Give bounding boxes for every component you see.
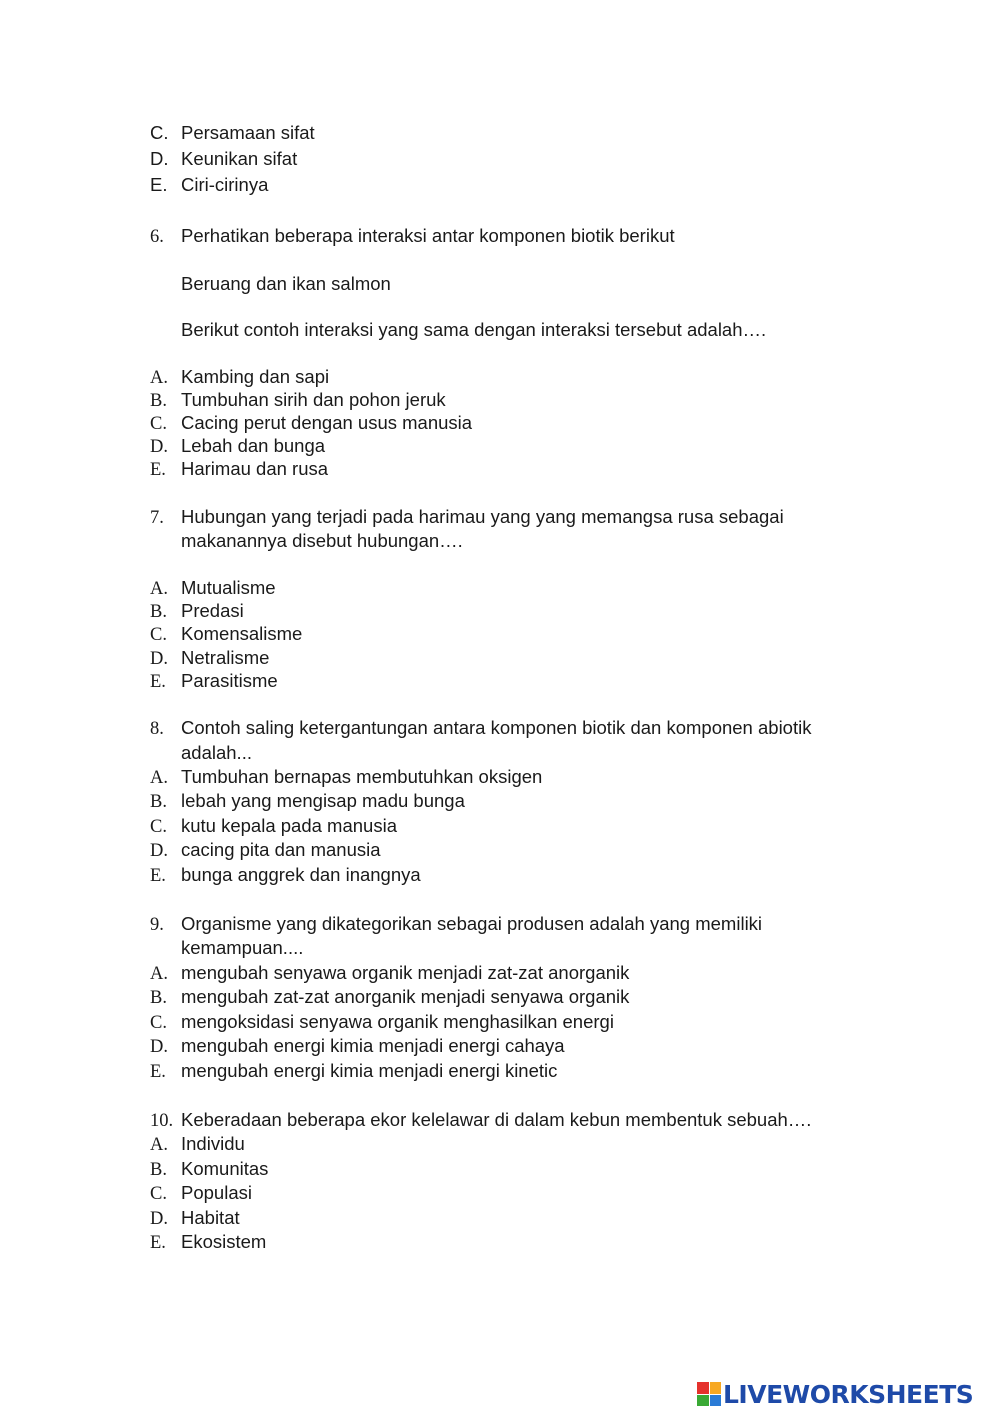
q9-option-a[interactable]: A. mengubah senyawa organik menjadi zat-zat anorganik [150, 962, 630, 984]
q10-question: 10. Keberadaan beberapa ekor kelelawar di dalam kebun membentuk sebuah…. [150, 1109, 812, 1131]
q9-option-d[interactable]: D. mengubah energi kimia menjadi energi cahaya [150, 1035, 565, 1057]
q5-option-c[interactable]: C. Persamaan sifat [150, 122, 315, 143]
logo-square-2 [710, 1382, 722, 1394]
q5-option-d[interactable]: D. Keunikan sifat [150, 148, 298, 169]
liveworksheets-logo[interactable] [697, 1378, 973, 1410]
q10-option-c[interactable]: C. Populasi [150, 1182, 252, 1204]
q9-option-e[interactable]: E. mengubah energi kimia menjadi energi kinetic [150, 1060, 558, 1082]
q9-question-cont: kemampuan.... [181, 937, 304, 958]
q7-question: 7. Hubungan yang terjadi pada harimau yang yang memangsa rusa sebagai [150, 506, 784, 528]
q6-question: 6. Perhatikan beberapa interaksi antar komponen biotik berikut [150, 225, 675, 247]
q7-option-a[interactable]: A. Mutualisme [150, 577, 276, 599]
q6-example: Beruang dan ikan salmon [181, 273, 391, 294]
logo-square-3 [697, 1395, 709, 1407]
liveworksheets-wordmark: LIVEWORKSHEETS [723, 1379, 974, 1409]
q7-option-e[interactable]: E. Parasitisme [150, 670, 278, 692]
q6-option-a[interactable]: A. Kambing dan sapi [150, 366, 330, 388]
q6-option-b[interactable]: B. Tumbuhan sirih dan pohon jeruk [150, 389, 446, 411]
q6-option-c[interactable]: C. Cacing perut dengan usus manusia [150, 412, 473, 434]
q7-question-cont: makanannya disebut hubungan…. [181, 530, 463, 551]
q8-option-b[interactable]: B. lebah yang mengisap madu bunga [150, 790, 465, 812]
q10-option-b[interactable]: B. Komunitas [150, 1158, 269, 1180]
q10-option-d[interactable]: D. Habitat [150, 1207, 240, 1229]
logo-square-4 [710, 1395, 722, 1407]
q8-option-e[interactable]: E. bunga anggrek dan inangnya [150, 864, 421, 886]
q7-option-d[interactable]: D. Netralisme [150, 647, 270, 669]
q9-question: 9. Organisme yang dikategorikan sebagai produsen adalah yang memiliki [150, 913, 763, 935]
q6-option-d[interactable]: D. Lebah dan bunga [150, 435, 326, 457]
logo-square-1 [697, 1382, 709, 1394]
q10-option-e[interactable]: E. Ekosistem [150, 1231, 267, 1253]
q5-option-e[interactable]: E. Ciri-cirinya [150, 174, 269, 195]
q8-option-a[interactable]: A. Tumbuhan bernapas membutuhkan oksigen [150, 766, 543, 788]
q8-option-c[interactable]: C. kutu kepala pada manusia [150, 815, 397, 837]
q8-question-cont: adalah... [181, 742, 252, 763]
q10-option-a[interactable]: A. Individu [150, 1133, 245, 1155]
q7-option-b[interactable]: B. Predasi [150, 600, 244, 622]
liveworksheets-logo-icon [697, 1382, 721, 1406]
q7-option-c[interactable]: C. Komensalisme [150, 623, 303, 645]
q6-prompt: Berikut contoh interaksi yang sama dengan interaksi tersebut adalah…. [181, 319, 767, 340]
q6-option-e[interactable]: E. Harimau dan rusa [150, 458, 329, 480]
q9-option-c[interactable]: C. mengoksidasi senyawa organik menghasilkan energi [150, 1011, 614, 1033]
q8-question: 8. Contoh saling ketergantungan antara komponen biotik dan komponen abiotik [150, 717, 812, 739]
q8-option-d[interactable]: D. cacing pita dan manusia [150, 839, 381, 861]
q9-option-b[interactable]: B. mengubah zat-zat anorganik menjadi senyawa organik [150, 986, 630, 1008]
